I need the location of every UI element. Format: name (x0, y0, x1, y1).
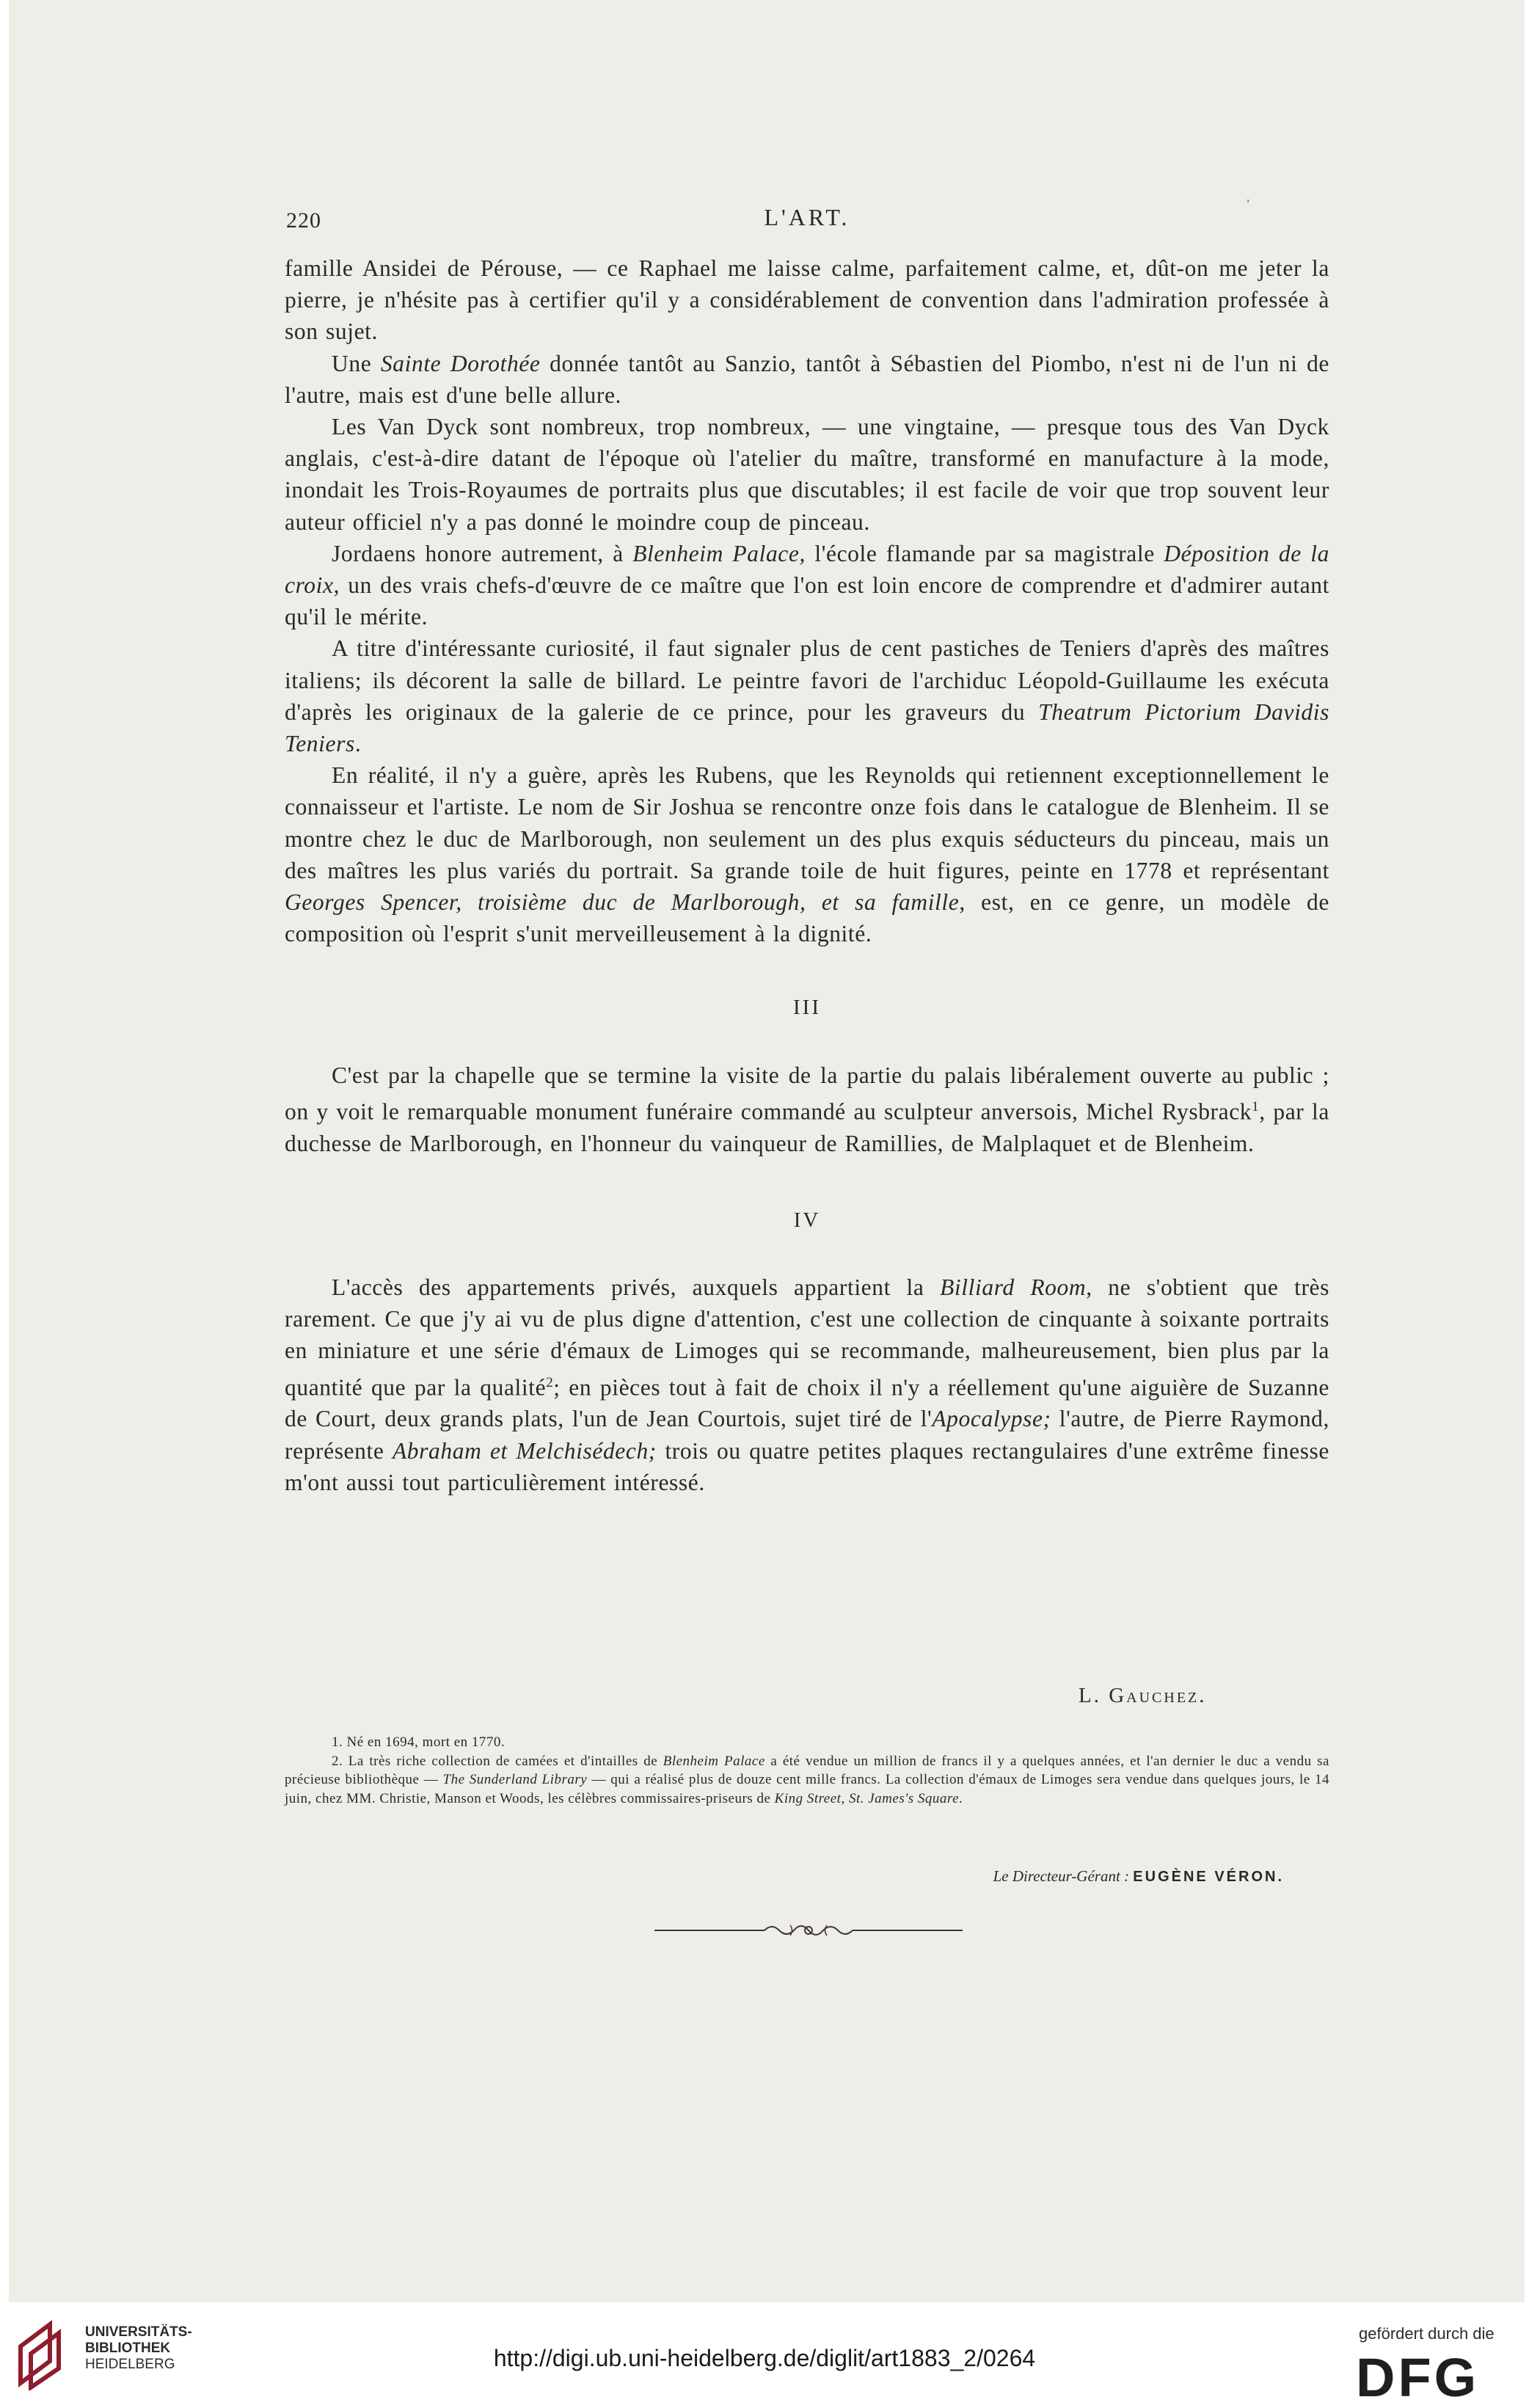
footnote-marker: 1 (1252, 1098, 1260, 1114)
section-heading-iv: IV (793, 1208, 821, 1232)
paragraph: Jordaens honore autrement, à Blenheim Palace, l'école flamande par sa magistrale Déposition de la croix, un des vrais chefs-d'œuvre de ce maître que l'on est loin encore de comprendre et d'admirer autant qu'il le mérite. (285, 540, 1329, 630)
paragraph: Une Sainte Dorothée donnée tantôt au Sanzio, tantôt à Sébastien del Piombo, n'est ni de l'un ni de l'autre, mais est d'une belle allure. (285, 350, 1329, 408)
scan-mark: ʼ (1246, 197, 1250, 211)
journal-title: L'ART. (764, 204, 850, 230)
director-line (917, 1867, 1284, 1886)
italic-span: Blenheim Palace (663, 1753, 765, 1769)
paragraph: A titre d'intéressante curiosité, il faut signaler plus de cent pastiches de Teniers d'après des maîtres italiens; ils décorent la salle de billard. Le peintre favori de l'archiduc Léopold-Guillaume les exécuta d'après les originaux de la galerie de ce prince, pour les graveurs du Theatrum Pictorium Davidis Teniers. (285, 635, 1329, 757)
italic-span: Sainte Dorothée (380, 350, 541, 376)
director-name: EUGÈNE VÉRON. (1133, 1869, 1284, 1885)
source-url-link[interactable]: http://digi.ub.uni-heidelberg.de/diglit/art1883_2/0264 (493, 2345, 1036, 2371)
funding-label: gefördert durch die (1359, 2324, 1495, 2343)
paragraph: famille Ansidei de Pérouse, — ce Raphael me laisse calme, parfaitement calme, et, dût-on me jeter la pierre, je n'hésite pas à certifier qu'il y a considérablement de convention dans l'admiration professée à son sujet. (285, 255, 1329, 345)
section-heading-iii: III (793, 996, 821, 1020)
decorative-rule-ornament (654, 1912, 963, 1949)
director-label: Le Directeur-Gérant : (993, 1867, 1130, 1885)
italic-span: Abraham et Melchisédech; (392, 1437, 657, 1464)
paragraph: En réalité, il n'y a guère, après les Rubens, que les Reynolds qui retiennent exceptionnellement le connaisseur et l'artiste. Le nom de Sir Joshua se rencontre onze fois dans le catalogue de Blenheim. Il se montre chez le duc de Marlborough, non seulement un des plus exquis séducteurs du pinceau, mais un des maîtres les plus variés du portrait. Sa grande toile de huit figures, peinte en 1778 et représentant Georges Spencer, troisième duc de Marlborough, et sa famille, est, en ce genre, un modèle de composition où l'esprit s'unit merveilleusement à la dignité. (285, 762, 1329, 947)
dfg-logo-icon (1356, 2351, 1503, 2402)
footnote: 1. Né en 1694, mort en 1770. (332, 1734, 506, 1750)
author-signature: L. Gauchez. (1079, 1684, 1207, 1707)
footnote-marker: 2 (546, 1374, 554, 1390)
footnotes (285, 1733, 1329, 1808)
italic-span: Theatrum Pictorium Davidis Teniers (285, 698, 1329, 757)
paragraph: L'accès des appartements privés, auxquels appartient la Billiard Room, ne s'obtient que très rarement. Ce que j'y ai vu de plus digne d'attention, c'est une collection de cinquante à soixante portraits en miniature et une série d'émaux de Limoges qui se recommande, malheureusement, bien plus par la quantité que par la qualité$^2$; en pièces tout à fait de choix il n'y a réellement qu'une aiguière de Suzanne de Court, deux grands plats, l'un de Jean Courtois, sujet tiré de l'Apocalypse; l'autre, de Pierre Raymond, représente Abraham et Melchisédech; trois ou quatre petites plaques rectangulaires d'une extrême finesse m'ont aussi tout particulièrement intéressé. (285, 1274, 1329, 1495)
italic-span: Billiard Room (940, 1274, 1087, 1300)
digitization-footer (0, 2302, 1529, 2408)
italic-span: Déposition de la croix (285, 540, 1329, 599)
library-name: UNIVERSITÄTS- BIBLIOTHEK HEIDELBERG (85, 2324, 192, 2372)
svg-text:DFG: DFG (1356, 2351, 1480, 2402)
italic-span: The Sunderland Library (442, 1772, 588, 1788)
page-number: 220 (286, 208, 321, 233)
paragraph: Les Van Dyck sont nombreux, trop nombreux, — une vingtaine, — presque tous des Van Dyck anglais, c'est-à-dire datant de l'époque où l'atelier du maître, transformé en manufacture à la mode, inondait les Trois-Royaumes de portraits plus que discutables; il est facile de voir que trop souvent leur auteur officiel n'y a pas donné le moindre coup de pinceau. (285, 414, 1329, 535)
italic-span: Blenheim Palace, (632, 540, 806, 566)
paragraph: C'est par la chapelle que se termine la visite de la partie du palais libéralement ouverte au public ; on y voit le remarquable monument funéraire commandé au sculpteur anversois, Michel Rysbrack$^1$, par la duchesse de Marlborough, en l'honneur du vainqueur de Ramillies, de Malplaquet et de Blenheim. (285, 1062, 1329, 1156)
article-body (285, 252, 1329, 1498)
footnote: 2. La très riche collection de camées et d'intailles de Blenheim Palace a été vendue un million de francs il y a quelques années, et l'an dernier le duc a vendu sa précieuse bibliothèque — The Sunderland Library — qui a réalisé plus de douze cent mille francs. La collection d'émaux de Limoges sera vendue dans quelques jours, le 14 juin, chez MM. Christie, Manson et Woods, les célèbres commissaires-priseurs de King Street, St. James's Square. (285, 1753, 1329, 1806)
italic-span: Apocalypse; (932, 1406, 1051, 1432)
italic-span: King Street, St. James's Square (774, 1790, 960, 1806)
italic-span: Georges Spencer, troisième duc de Marlborough, et sa famille (285, 889, 960, 916)
